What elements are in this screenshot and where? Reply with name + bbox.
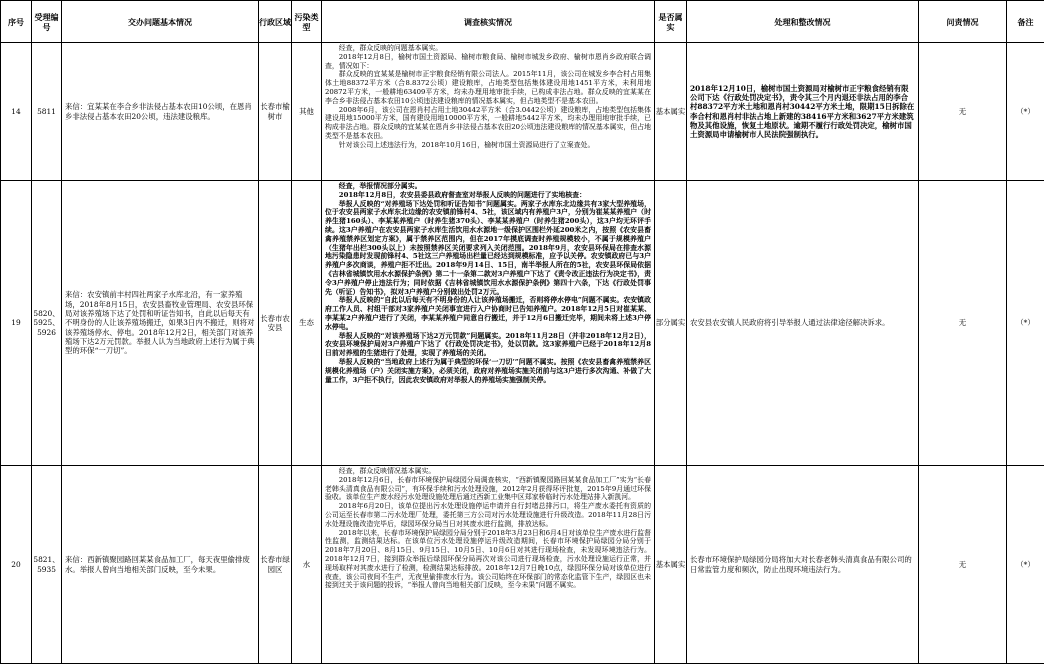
row-index: 19: [1, 181, 32, 466]
row-type: 其他: [292, 43, 322, 181]
row-investigation: [322, 466, 655, 664]
row-region: 长春市绿园区: [259, 466, 292, 664]
row-verified: 部分属实: [655, 181, 687, 466]
row-investigation: [322, 181, 655, 466]
investigation-paragraph: 举报人反映的“自此以后每天有不明身份的人让该养殖场搬迁，否则将停水停电”问题不属实。农安镇政府工作人员、村组干部对3家养殖户关闭事宜进行入户协商时已告知养殖户。2018年12月5日对崔某某、李某某2户养殖户进行了关闭，李某某养殖户同意自行搬迁，并于12月6日搬迁完毕，期间未将上述3户停水停电。: [325, 296, 651, 331]
header-verified: 是否属实: [655, 1, 687, 43]
investigation-paragraph: 群众反映的宜某某是榆树市正宇粮食经销有限公司法人。2015年11月，该公司在城发乡李合村占用集体土地88372平方米（合8.8372公顷）建设粮库，占地类型包括集体建设用地1451平方米，未利用地20872平方米，一般耕地63409平方米，均未办理用地审批手续，已构成非法占地。群众反映的宜某某在李合乡非法侵占基本农田10公顷违法建设粮库的情况基本属实，但占地类型不是基本农田。: [325, 70, 651, 105]
row-investigation: [322, 43, 655, 181]
row-region: 长春市榆树市: [259, 43, 292, 181]
row-accountability: 无: [919, 466, 1007, 664]
row-index: 14: [1, 43, 32, 181]
row-ids: 5811: [32, 43, 62, 181]
row-type: 水: [292, 466, 322, 664]
row-verified: 基本属实: [655, 43, 687, 181]
investigation-paragraph: 经查，群众反映的问题基本属实。: [325, 44, 651, 53]
header-investigation: 调查核实情况: [322, 1, 655, 43]
row-index: 20: [1, 466, 32, 664]
row-issue: 来信：宜某某在李合乡非法侵占基本农田10公顷，在恩肖乡非法侵占基本农田20公顷，违法建设粮库。: [62, 43, 259, 181]
row-ids: 5821、5935: [32, 466, 62, 664]
header-index: 序号: [1, 1, 32, 43]
row-remark: （*）: [1007, 466, 1044, 664]
header-remark: 备注: [1007, 1, 1044, 43]
row-remark: （*）: [1007, 181, 1044, 466]
header-region: 行政区域: [259, 1, 292, 43]
investigation-paragraph: 举报人反映的“当地政府上述行为属于典型的环保‘一刀切’”问题不属实。按照《农安县畜禽养殖禁养区规模化养殖场（户）关闭实施方案》，必须关闭，政府对养殖场实施关闭前与这3户进行多次沟通、补做了大量工作，3户拒不执行，因此农安镇政府对举报人的养殖场实施强制关停。: [325, 358, 651, 384]
table-row: [1, 181, 1044, 466]
header-type: 污染类型: [292, 1, 322, 43]
row-accountability: 无: [919, 181, 1007, 466]
row-accountability: 无: [919, 43, 1007, 181]
header-row: [1, 1, 1044, 43]
row-handling: 农安县农安镇人民政府将引导举报人通过法律途径解决诉求。: [687, 181, 919, 466]
investigation-paragraph: 2018年12月6日，长春市环境保护局绿园分局调查核实，“西新镇聚园路回某某食品加工厂”实为“长春老韩头清真食品有限公司”，有环保手续和污水处理设施，2012年2月获得环评批复，2015年9月通过环保验收。该单位生产废水经污水处理设施处理后通过西新工业集中区郑家桥临时污水处理站排入新凯河。: [325, 476, 651, 502]
row-type: 生态: [292, 181, 322, 466]
investigation-paragraph: 针对该公司上述违法行为，2018年10月16日，榆树市国土资源局进行了立案查处。: [325, 141, 651, 150]
header-id: 受理编号: [32, 1, 62, 43]
row-issue: 来信：农安镇前丰村四社两家子水库北沿，有一家养殖场，2018年8月15日，农安县畜牧业管理局、农安县环保局对该养殖场下达了处罚和听证告知书，自此以后每天有不明身份的人让该养殖场搬迁，如果3日内不搬迁，则将对该养殖场停水、停电。2018年12月2日，相关部门对该养殖场下达2万元罚款。举报人认为当地政府上述行为属于典型的环保“一刀切”。: [62, 181, 259, 466]
investigation-paragraph: 2008年6月，该公司在恩肖村占用土地30442平方米（合3.0442公顷）建设粮库，占地类型包括集体建设用地15000平方米，国有建设用地10000平方米，一般耕地5442平方米，均未办理用地审批手续，已构成非法占地。群众反映的宜某某在恩肖乡非法侵占基本农田20公顷违法建设粮库的情况基本属实，但占地类型不是基本农田。: [325, 106, 651, 141]
investigation-paragraph: 2018年以来，长春市环境保护局绿园分局分别于2018年3月23日和6月4日对该单位生产废水进行监督性监测，监测结果达标。在该单位污水处理设施停运升级改造期间，长春市环境保护局绿园分局分别于2018年7月20日、8月15日、9月15日、10月5日、10月6日对其进行现场检查，未发现环境违法行为。2018年12月7日，接到群众举报后绿园环保分局再次对该公司进行现场检查，污水处理设施运行正常，并现场取样对其废水进行了检测，检测结果达标排放。2018年12月7日晚10点，绿园环保分局对该单位进行夜查，该公司夜间不生产，无夜里偷排废水行为。该公司始终在环保部门的常态化监管下生产，绿园区也未接到过关于该问题的投诉，“举报人曾向当地相关部门反映，至今未果”问题不属实。: [325, 529, 651, 591]
row-remark: （*）: [1007, 43, 1044, 181]
row-issue: 来信：西新镇聚园路回某某食品加工厂，每天夜里偷排废水。举报人曾向当地相关部门反映，至今未果。: [62, 466, 259, 664]
table-row: [1, 43, 1044, 181]
header-accountability: 问责情况: [919, 1, 1007, 43]
table-row: [1, 466, 1044, 664]
investigation-paragraph: 举报人反映的“对养殖场下达处罚和听证告知书”问题属实。两家子水库东北边缘共有3家大型养殖场，位于农安县两家子水库东北边缘的农安镇前锋村4、5社，该区域内有养殖户3户，分别为崔某某养殖户（时养生猪160头）、李某某养殖户（时养生猪370头）、李某某养殖户（时养生猪200头），这3户均无环评手续。这3户养殖户在农安县两家子水库生活饮用水水源地一级保护区围栏外延200米之内，按照《农安县畜禽养殖禁养区划定方案》，属于禁养区范围内，但在2017年摸底调查时养殖规模较小，不属于规模养殖户（生猪年出栏300头以上）未按照禁养区关闭要求列入关闭范围。2018年9月，农安县环保局在排查水源地污染隐患时发现前锋村4、5社这三户养殖场出栏量已经达到规模标准，应予以关停。农安镇政府已与3户养殖户多次商谈，养殖户拒不迁出。2018年9月14日、15日，南半举报人所在的5社，农安县环保局依据《吉林省城镇饮用水水源保护条例》第二十一条第二款对3户养殖户下达了《责令改正违法行为决定书》，责令3户养殖户停止违法行为；同时依据《吉林省城镇饮用水水源保护条例》第四十六条，下达《行政处罚事先（听证）告知书》，拟对3户养殖户分别做出处罚2万元。: [325, 200, 651, 297]
investigation-paragraph: 2018年12月8日，农安县委县政府督查室对举报人反映的问题进行了实地核查：: [325, 191, 651, 200]
header-issue: 交办问题基本情况: [62, 1, 259, 43]
header-handling: 处理和整改情况: [687, 1, 919, 43]
row-verified: 基本属实: [655, 466, 687, 664]
investigation-paragraph: 2018年6月20日，该单位提出污水处理设施停运申请并自行封堵总排污口，将生产废水委托有资质的公司运至长春市第二污水处理厂处理，委托第三方公司对污水处理设施进行升级改造。2018年11月28日污水处理设施改造完毕后，绿园环保分局当日对其废水进行监测，排放达标。: [325, 502, 651, 528]
investigation-paragraph: 2018年12月8日，榆树市国土资源局、榆树市粮食局、榆树市城发乡政府、榆树市恩肖乡政府联合调查，情况如下：: [325, 53, 651, 71]
row-region: 长春市农安县: [259, 181, 292, 466]
row-handling: 长春市环境保护局绿园分局将加大对长春老韩头清真食品有限公司的日常监管力度和频次，防止出现环境违法行为。: [687, 466, 919, 664]
investigation-paragraph: 经查，群众反映情况基本属实。: [325, 467, 651, 476]
investigation-paragraph: 经查，举报情况部分属实。: [325, 182, 651, 191]
row-ids: 5820、5925、5926: [32, 181, 62, 466]
investigation-paragraph: 举报人反映的“对该养殖场下达2万元罚款”问题属实。2018年11月28日（并非2018年12月2日），农安县环境保护局对3户养殖户下达了《行政处罚决定书》，处以罚款。这3家养殖户已经于2018年12月8日前对养殖的生猪进行了处理，实现了养殖场的关闭。: [325, 332, 651, 358]
row-handling: 2018年12月10日，榆树市国土资源局对榆树市正宇粮食经销有限公司下达《行政处罚决定书》，责令其三个月内退还非法占用的李合村88372平方米土地和恩肖村30442平方米土地，限期15日拆除在李合村和恩肖村非法占地上新建的38416平方米和3627平方米建筑物及其他设施，恢复土地原状。逾期不履行行政处罚决定，榆树市国土资源局申请榆树市人民法院强制执行。: [687, 43, 919, 181]
